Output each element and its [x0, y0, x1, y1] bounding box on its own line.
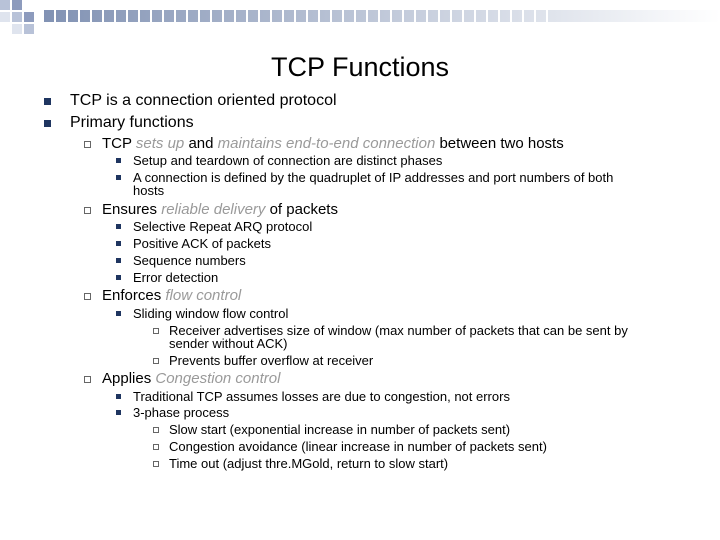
sub-item-continuation: sender without ACK) — [169, 336, 288, 351]
s2-term-reliable: reliable delivery — [161, 201, 266, 218]
hollow-square-bullet-icon — [84, 141, 91, 148]
bullet-square-icon — [116, 158, 121, 163]
section-reliable-delivery — [102, 201, 338, 218]
sub-item: Slow start (exponential increase in number of packets sent) — [169, 422, 511, 437]
hollow-square-bullet-icon — [153, 328, 159, 334]
list-item: Traditional TCP assumes losses are due to congestion, not errors — [133, 389, 510, 404]
slide-title: TCP Functions — [270, 52, 450, 82]
list-item: Positive ACK of packets — [133, 236, 272, 251]
s2-text-a: Ensures — [102, 201, 162, 218]
s4-term-congestion: Congestion control — [155, 370, 281, 387]
list-item-continuation: hosts — [133, 183, 165, 198]
point-primary-functions: Primary functions — [70, 114, 194, 131]
hollow-square-bullet-icon — [153, 427, 159, 433]
s1-term-maintains: maintains end-to-end connection — [217, 135, 436, 152]
section-congestion-control — [102, 370, 280, 387]
s1-text-c: and — [184, 135, 218, 152]
list-item: 3-phase process — [133, 405, 230, 420]
s2-text-c: of packets — [265, 201, 338, 218]
sub-item: Receiver advertises size of window (max number of packets that can be sent by — [169, 323, 628, 338]
bullet-square-icon — [116, 275, 121, 280]
bullet-square-icon — [116, 394, 121, 399]
bullet-square-icon — [116, 410, 121, 415]
list-item: Selective Repeat ARQ protocol — [133, 219, 313, 234]
list-item: Sliding window flow control — [133, 306, 289, 321]
sub-item: Time out (adjust thre.MGold, return to slow start) — [169, 456, 449, 471]
section-flow-control — [102, 287, 241, 304]
s1-text-a: TCP — [102, 135, 136, 152]
hollow-square-bullet-icon — [84, 207, 91, 214]
s1-term-sets-up: sets up — [135, 135, 185, 152]
sub-item: Prevents buffer overflow at receiver — [169, 353, 374, 368]
s1-text-e: between two hosts — [435, 135, 564, 152]
list-item: A connection is defined by the quadruplet of IP addresses and port numbers of both — [133, 170, 614, 185]
hollow-square-bullet-icon — [153, 444, 159, 450]
section-connection — [102, 135, 564, 152]
sub-item: Congestion avoidance (linear increase in number of packets sent) — [169, 439, 547, 454]
bullet-square-icon — [116, 224, 121, 229]
bullet-square-icon — [44, 98, 51, 105]
header-decoration — [0, 0, 720, 40]
s3-term-flow-control: flow control — [165, 287, 242, 304]
list-item: Sequence numbers — [133, 253, 246, 268]
bullet-square-icon — [116, 241, 121, 246]
list-item: Setup and teardown of connection are distinct phases — [133, 153, 443, 168]
bullet-square-icon — [116, 258, 121, 263]
bullet-square-icon — [44, 120, 51, 127]
hollow-square-bullet-icon — [84, 293, 91, 300]
s4-text-a: Applies — [102, 370, 156, 387]
s3-text-a: Enforces — [102, 287, 166, 304]
point-connection-oriented: TCP is a connection oriented protocol — [70, 92, 337, 109]
hollow-square-bullet-icon — [84, 376, 91, 383]
list-item: Error detection — [133, 270, 219, 285]
bullet-square-icon — [116, 311, 121, 316]
hollow-square-bullet-icon — [153, 358, 159, 364]
hollow-square-bullet-icon — [153, 461, 159, 467]
bullet-square-icon — [116, 175, 121, 180]
